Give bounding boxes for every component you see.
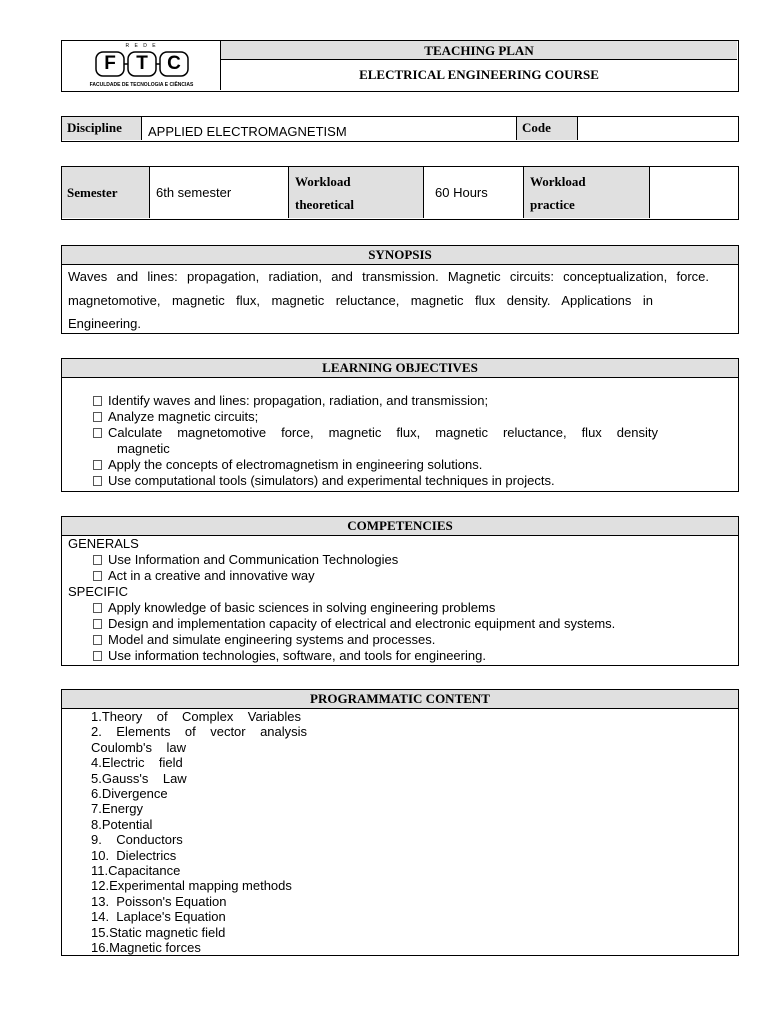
competencies-section xyxy=(61,516,739,666)
checkbox-bullet-icon xyxy=(93,476,102,486)
list-item: 6.Divergence xyxy=(91,786,168,802)
list-item: Act in a creative and innovative way xyxy=(93,568,738,584)
course-title: ELECTRICAL ENGINEERING COURSE xyxy=(359,67,599,82)
list-item: 15.Static magnetic field xyxy=(91,924,226,940)
checkbox-bullet-icon xyxy=(93,396,102,406)
code-value xyxy=(578,117,737,140)
competencies-title: COMPETENCIES xyxy=(62,517,738,536)
list-item: 13. Poisson's Equation xyxy=(91,893,227,909)
logo-letter-f: F xyxy=(104,53,116,74)
specific-label: SPECIFIC xyxy=(68,584,128,599)
list-item: 7.Energy xyxy=(91,801,144,817)
synopsis-section xyxy=(61,245,739,334)
logo-letter-c: C xyxy=(167,53,181,74)
logo-caption: FACULDADE DE TECNOLOGIA E CIÊNCIAS xyxy=(89,82,194,88)
checkbox-bullet-icon xyxy=(93,428,102,438)
list-item: Coulomb's law xyxy=(91,739,186,755)
discipline-table xyxy=(61,116,739,142)
generals-label: GENERALS xyxy=(68,536,139,551)
code-label: Code xyxy=(517,117,578,140)
discipline-value: APPLIED ELECTROMAGNETISM xyxy=(142,117,517,140)
list-item: 9. Conductors xyxy=(91,832,183,848)
list-item: Analyze magnetic circuits; xyxy=(93,409,658,425)
list-item: Use computational tools (simulators) and experimental techniques in projects. xyxy=(93,473,658,489)
list-item: 2. Elements of vector analysis xyxy=(91,724,308,740)
workload-theoretical-value: 60 Hours xyxy=(424,167,524,218)
learning-objectives-title: LEARNING OBJECTIVES xyxy=(62,359,738,378)
discipline-label: Discipline xyxy=(62,117,142,140)
semester-label: Semester xyxy=(62,167,150,218)
semester-value: 6th semester xyxy=(150,167,289,218)
list-item: Calculate magnetomotive force, magnetic flux, magnetic reluctance, flux density magnetic xyxy=(93,425,658,457)
list-item: Use Information and Communication Technologies xyxy=(93,552,738,568)
list-item: 10. Dielectrics xyxy=(91,847,177,863)
list-item: Identify waves and lines: propagation, radiation, and transmission; xyxy=(93,393,658,409)
synopsis-line-1: Waves and lines: propagation, radiation, and transmission. Magnetic circuits: conceptualization, force. xyxy=(68,269,709,284)
checkbox-bullet-icon xyxy=(93,555,102,565)
ftc-logo xyxy=(95,51,190,77)
header-table xyxy=(61,40,739,92)
workload-theoretical-line1: Workload xyxy=(295,174,351,189)
learning-objectives-section xyxy=(61,358,739,492)
checkbox-bullet-icon xyxy=(93,603,102,613)
list-item: Model and simulate engineering systems and processes. xyxy=(93,632,738,648)
synopsis-line-3: Engineering. xyxy=(68,316,141,331)
objective-continuation: magnetic xyxy=(117,441,170,456)
list-item: 14. Laplace's Equation xyxy=(91,909,226,925)
competencies-body xyxy=(62,536,738,664)
objectives-list xyxy=(93,393,658,489)
workload-practice-value xyxy=(650,167,737,218)
checkbox-bullet-icon xyxy=(93,651,102,661)
list-item: 5.Gauss's Law xyxy=(91,770,187,786)
checkbox-bullet-icon xyxy=(93,619,102,629)
logo-network-text: R E D E xyxy=(125,43,158,49)
list-item: 12.Experimental mapping methods xyxy=(91,878,292,894)
list-item: 16.Magnetic forces xyxy=(91,940,201,956)
workload-theoretical-label xyxy=(289,167,424,218)
list-item: 1.Theory of Complex Variables xyxy=(91,709,302,724)
logo-cell xyxy=(62,41,221,90)
list-item: Apply knowledge of basic sciences in solving engineering problems xyxy=(93,600,738,616)
synopsis-line-2: magnetomotive, magnetic flux, magnetic reluctance, magnetic flux density. Applications in xyxy=(68,292,653,308)
teaching-plan-title: TEACHING PLAN xyxy=(221,41,737,60)
synopsis-text xyxy=(62,265,738,336)
list-item: Use information technologies, software, and tools for engineering. xyxy=(93,648,738,664)
workload-theoretical-line2: theoretical xyxy=(295,197,354,212)
workload-practice-line2: practice xyxy=(530,197,575,212)
list-item: 4.Electric field xyxy=(91,755,183,771)
workload-practice-label xyxy=(524,167,650,218)
checkbox-bullet-icon xyxy=(93,412,102,422)
semester-table xyxy=(61,166,739,220)
checkbox-bullet-icon xyxy=(93,571,102,581)
list-item: 11.Capacitance xyxy=(91,863,181,879)
checkbox-bullet-icon xyxy=(93,460,102,470)
programmatic-content-title: PROGRAMMATIC CONTENT xyxy=(62,690,738,709)
logo-letter-t: T xyxy=(136,53,148,74)
synopsis-title: SYNOPSIS xyxy=(62,246,738,265)
list-item: 8.Potential xyxy=(91,816,153,832)
programmatic-content-section xyxy=(61,689,739,956)
list-item: Design and implementation capacity of electrical and electronic equipment and systems. xyxy=(93,616,738,632)
content-list xyxy=(62,709,738,956)
workload-practice-line1: Workload xyxy=(530,174,586,189)
list-item: Apply the concepts of electromagnetism in engineering solutions. xyxy=(93,457,658,473)
checkbox-bullet-icon xyxy=(93,635,102,645)
